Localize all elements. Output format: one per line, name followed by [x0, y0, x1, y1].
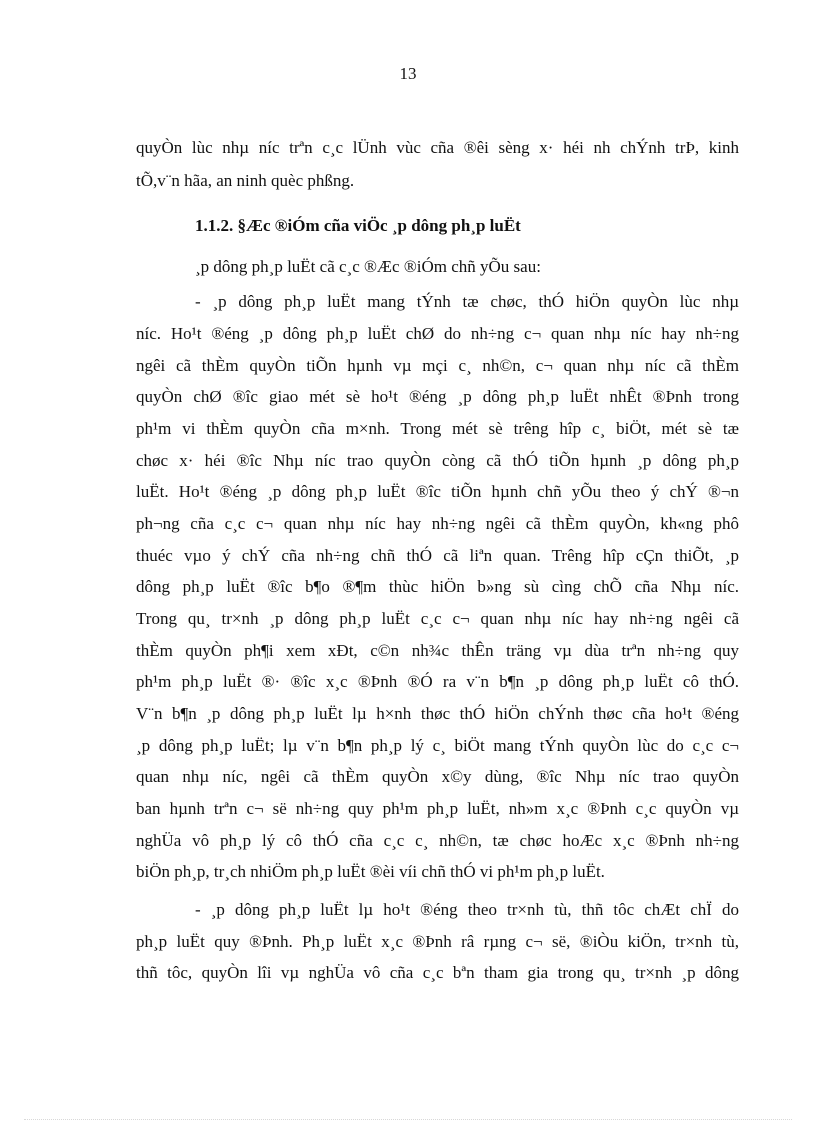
- body-line: luËt. Ho¹t ®éng ¸p dông ph¸p luËt ®îc tiÕn hµnh chñ yÕu theo ý chÝ ®¬n: [136, 482, 739, 501]
- body-line: ph¬ng cña c¸c c¬ quan nhµ níc hay nh÷ng ngêi cã thÈm quyÒn, kh«ng phô: [136, 514, 739, 533]
- body-line: Trong qu¸ tr×nh ¸p dông ph¸p luËt c¸c c¬ quan nhµ níc hay nh÷ng ngêi cã: [136, 609, 739, 628]
- body-line: tÕ,v¨n hãa, an ninh quèc phßng.: [136, 171, 355, 190]
- body-line: thÈm quyÒn ph¶i xem xÐt, c©n nh¾c thÊn träng vµ dùa trªn nh÷ng quy: [136, 641, 739, 660]
- section-heading: 1.1.2. §Æc ®iÓm cña viÖc ¸p dông ph¸p luËt: [195, 216, 521, 235]
- body-line: - ¸p dông ph¸p luËt mang tÝnh tæ chøc, thÓ hiÖn quyÒn lùc nhµ: [195, 292, 739, 311]
- body-line: - ¸p dông ph¸p luËt lµ ho¹t ®éng theo tr×nh tù, thñ tôc chÆt chÏ do: [195, 900, 739, 919]
- body-line: ph¸p luËt quy ®Þnh. Ph¸p luËt x¸c ®Þnh râ rµng c¬ së, ®iÒu kiÖn, tr×nh tù,: [136, 932, 739, 951]
- body-line: biÖn ph¸p, tr¸ch nhiÖm ph¸p luËt ®èi víi chñ thÓ vi ph¹m ph¸p luËt.: [136, 862, 605, 881]
- body-line: dông ph¸p luËt ®îc b¶o ®¶m thùc hiÖn b»ng sù cìng chÕ cña Nhµ níc.: [136, 577, 739, 596]
- body-line: ¸p dông ph¸p luËt; lµ v¨n b¶n ph¸p lý c¸ biÖt mang tÝnh quyÒn lùc do c¸c c¬: [136, 736, 739, 755]
- body-line: quan nhµ níc, ngêi cã thÈm quyÒn x©y dùng, ®îc Nhµ níc trao quyÒn: [136, 767, 739, 786]
- body-line: thuéc vµo ý chÝ cña nh÷ng chñ thÓ cã liªn quan. Trêng hîp cÇn thiÕt, ¸p: [136, 546, 739, 565]
- body-line: níc. Ho¹t ®éng ¸p dông ph¸p luËt chØ do nh÷ng c¬ quan nhµ níc hay nh÷ng: [136, 324, 739, 343]
- body-line: ban hµnh trªn c¬ së nh÷ng quy ph¹m ph¸p luËt, nh»m x¸c ®Þnh c¸c quyÒn vµ: [136, 799, 739, 818]
- page-number: 13: [399, 64, 417, 83]
- body-line: ph¹m ph¸p luËt ®· ®îc x¸c ®Þnh ®Ó ra v¨n b¶n ¸p dông ph¸p luËt cô thÓ.: [136, 672, 739, 691]
- body-line: V¨n b¶n ¸p dông ph¸p luËt lµ h×nh thøc thÓ hiÖn chÝnh thøc cña ho¹t ®éng: [136, 704, 739, 723]
- body-line: ph¹m vi thÈm quyÒn cña m×nh. Trong mét sè trêng hîp c¸ biÖt, mét sè tæ: [136, 419, 739, 438]
- body-line: quyÒn chØ ®îc giao mét sè ho¹t ®éng ¸p dông ph¸p luËt nhÊt ®Þnh trong: [136, 387, 739, 406]
- body-line: chøc x· héi ®îc Nhµ níc trao quyÒn còng cã thÓ tiÕn hµnh ¸p dông ph¸p: [136, 451, 739, 470]
- body-line: ngêi cã thÈm quyÒn tiÕn hµnh vµ mçi c¸ nh©n, c¬ quan nhµ níc cã thÈm: [136, 356, 739, 375]
- body-line: ¸p dông ph¸p luËt cã c¸c ®Æc ®iÓm chñ yÕu sau:: [195, 257, 541, 276]
- body-line: thñ tôc, quyÒn lîi vµ nghÜa vô cña c¸c bªn tham gia trong qu¸ tr×nh ¸p dông: [136, 963, 739, 982]
- body-line: quyÒn lùc nhµ níc trªn c¸c lÜnh vùc cña ®êi sèng x· héi nh chÝnh trÞ, kinh: [136, 138, 739, 157]
- page-bottom-rule: [24, 1119, 792, 1120]
- body-line: nghÜa vô ph¸p lý cô thÓ cña c¸c c¸ nh©n, tæ chøc hoÆc x¸c ®Þnh nh÷ng: [136, 831, 739, 850]
